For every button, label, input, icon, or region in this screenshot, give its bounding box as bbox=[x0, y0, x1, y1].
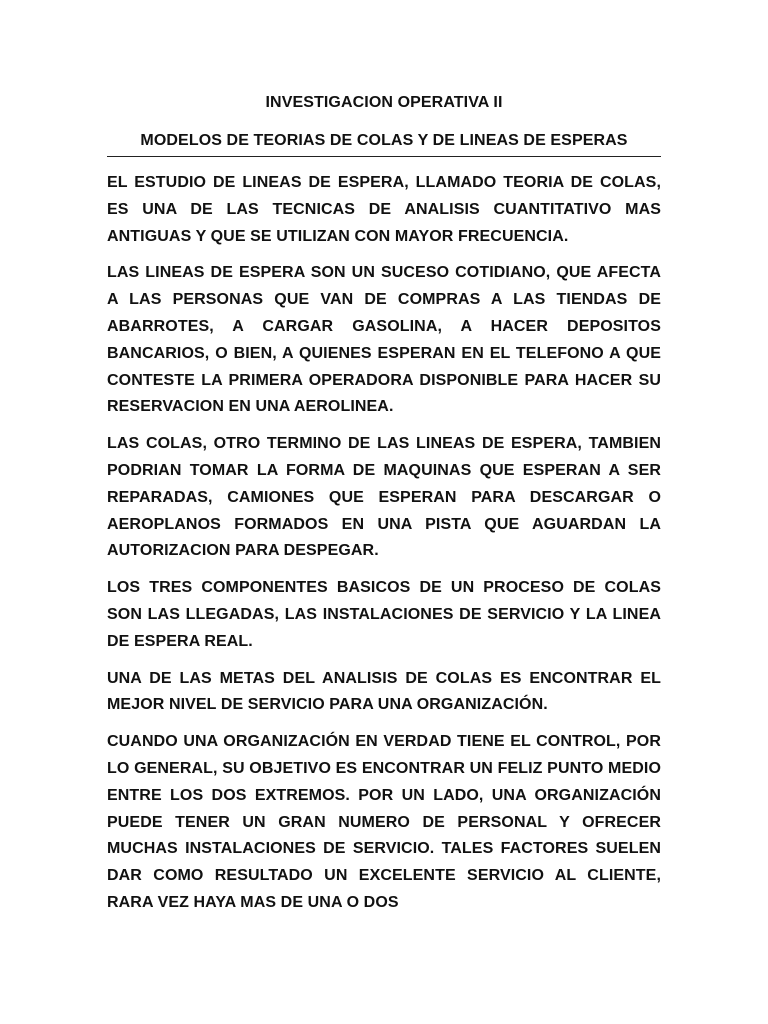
subtitle-underline bbox=[107, 156, 661, 157]
paragraph-6: CUANDO UNA ORGANIZACIÓN EN VERDAD TIENE EL CONTROL, POR LO GENERAL, SU OBJETIVO ES ENCONTRAR UN FELIZ PUNTO MEDIO ENTRE LOS DOS EXTREMOS. POR UN LADO, UNA ORGANIZACIÓN PUEDE TENER UN GRAN NUMERO DE PERSONAL Y OFRECER MUCHAS INSTALACIONES DE SERVICIO. TALES FACTORES SUELEN DAR COMO RESULTADO UN EXCELENTE SERVICIO AL CLIENTE, RARA VEZ HAYA MAS DE UNA O DOS bbox=[107, 733, 661, 911]
paragraph-2: LAS LINEAS DE ESPERA SON UN SUCESO COTIDIANO, QUE AFECTA A LAS PERSONAS QUE VAN DE COMPRAS A LAS TIENDAS DE ABARROTES, A CARGAR GASOLINA, A HACER DEPOSITOS BANCARIOS, O BIEN, A QUIENES ESPERAN EN EL TELEFONO A QUE CONTESTE LA PRIMERA OPERADORA DISPONIBLE PARA HACER SU RESERVACION EN UNA AEROLINEA. bbox=[107, 264, 661, 416]
paragraph-4: LOS TRES COMPONENTES BASICOS DE UN PROCESO DE COLAS SON LAS LLEGADAS, LAS INSTALACIONES DE SERVICIO Y LA LINEA DE ESPERA REAL. bbox=[107, 579, 661, 650]
paragraph-3: LAS COLAS, OTRO TERMINO DE LAS LINEAS DE ESPERA, TAMBIEN PODRIAN TOMAR LA FORMA DE MAQUINAS QUE ESPERAN A SER REPARADAS, CAMIONES QUE ESPERAN PARA DESCARGAR O AEROPLANOS FORMADOS EN UNA PISTA QUE AGUARDAN LA AUTORIZACION PARA DESPEGAR. bbox=[107, 435, 661, 560]
paragraph-1: EL ESTUDIO DE LINEAS DE ESPERA, LLAMADO TEORIA DE COLAS, ES UNA DE LAS TECNICAS DE ANALISIS CUANTITATIVO MAS ANTIGUAS Y QUE SE UTILIZAN CON MAYOR FRECUENCIA. bbox=[107, 174, 661, 245]
document-body bbox=[107, 170, 661, 927]
paragraph-5: UNA DE LAS METAS DEL ANALISIS DE COLAS ES ENCONTRAR EL MEJOR NIVEL DE SERVICIO PARA UNA ORGANIZACIÓN. bbox=[107, 669, 661, 714]
document-title: INVESTIGACION OPERATIVA II bbox=[265, 94, 503, 111]
document-subtitle: MODELOS DE TEORIAS DE COLAS Y DE LINEAS DE ESPERAS bbox=[140, 132, 628, 149]
